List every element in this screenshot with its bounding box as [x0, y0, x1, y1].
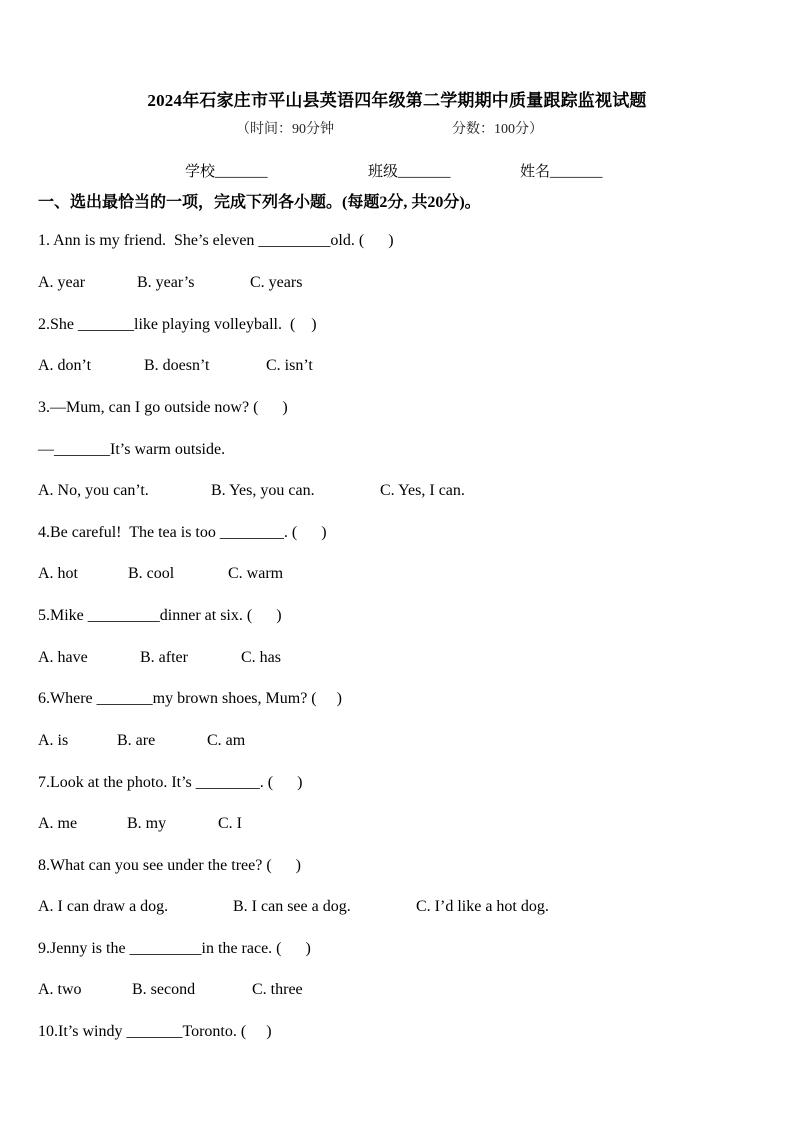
school-field: 学校_______: [185, 164, 268, 180]
question-4: 4.Be careful! The tea is too ________. ( ): [38, 524, 327, 541]
q6-option-b: B. are: [117, 732, 156, 749]
page-title: 2024年石家庄市平山县英语四年级第二学期期中质量跟踪监视试题: [147, 91, 647, 110]
q3-option-b: B. Yes, you can.: [211, 482, 315, 499]
q2-option-a: A. don’t: [38, 357, 92, 374]
q5-option-c: C. has: [241, 649, 281, 666]
q3-option-c: C. Yes, I can.: [380, 482, 465, 499]
question-2: 2.She _______like playing volleyball. ( ): [38, 316, 317, 333]
question-9: 9.Jenny is the _________in the race. ( ): [38, 940, 311, 957]
q1-option-a: A. year: [38, 274, 86, 291]
question-10: 10.It’s windy _______Toronto. ( ): [38, 1023, 272, 1040]
section-heading: 一、选出最恰当的一项，完成下列各小题。(每题2分, 共20分)。: [38, 194, 481, 211]
time-limit: （时间：90分钟: [236, 122, 334, 137]
q3-option-a: A. No, you can’t.: [38, 482, 149, 499]
q7-option-a: A. me: [38, 815, 78, 832]
question-5: 5.Mike _________dinner at six. ( ): [38, 607, 282, 624]
question-6: 6.Where _______my brown shoes, Mum? ( ): [38, 690, 342, 707]
question-1: 1. Ann is my friend. She’s eleven _________old. ( ): [38, 232, 394, 249]
q7-option-c: C. I: [218, 815, 242, 832]
q9-option-a: A. two: [38, 981, 82, 998]
q5-option-b: B. after: [140, 649, 188, 666]
q9-option-c: C. three: [252, 981, 303, 998]
q8-option-c: C. I’d like a hot dog.: [416, 898, 549, 915]
question-7: 7.Look at the photo. It’s ________. ( ): [38, 774, 303, 791]
q2-option-b: B. doesn’t: [144, 357, 210, 374]
class-field: 班级_______: [368, 164, 451, 180]
q8-option-a: A. I can draw a dog.: [38, 898, 169, 915]
total-score: 分数：100分）: [452, 122, 543, 137]
q5-option-a: A. have: [38, 649, 88, 666]
q2-option-c: C. isn’t: [266, 357, 313, 374]
question-3: 3.—Mum, can I go outside now? ( ): [38, 399, 288, 416]
q4-option-b: B. cool: [128, 565, 175, 582]
q8-option-b: B. I can see a dog.: [233, 898, 351, 915]
question-8: 8.What can you see under the tree? ( ): [38, 857, 301, 874]
q6-option-c: C. am: [207, 732, 246, 749]
q9-option-b: B. second: [132, 981, 196, 998]
name-field: 姓名_______: [520, 164, 603, 180]
question-3-response: —_______It’s warm outside.: [38, 441, 226, 458]
q7-option-b: B. my: [127, 815, 167, 832]
q1-option-c: C. years: [250, 274, 303, 291]
q4-option-a: A. hot: [38, 565, 78, 582]
q6-option-a: A. is: [38, 732, 69, 749]
q1-option-b: B. year’s: [137, 274, 195, 291]
q4-option-c: C. warm: [228, 565, 284, 582]
